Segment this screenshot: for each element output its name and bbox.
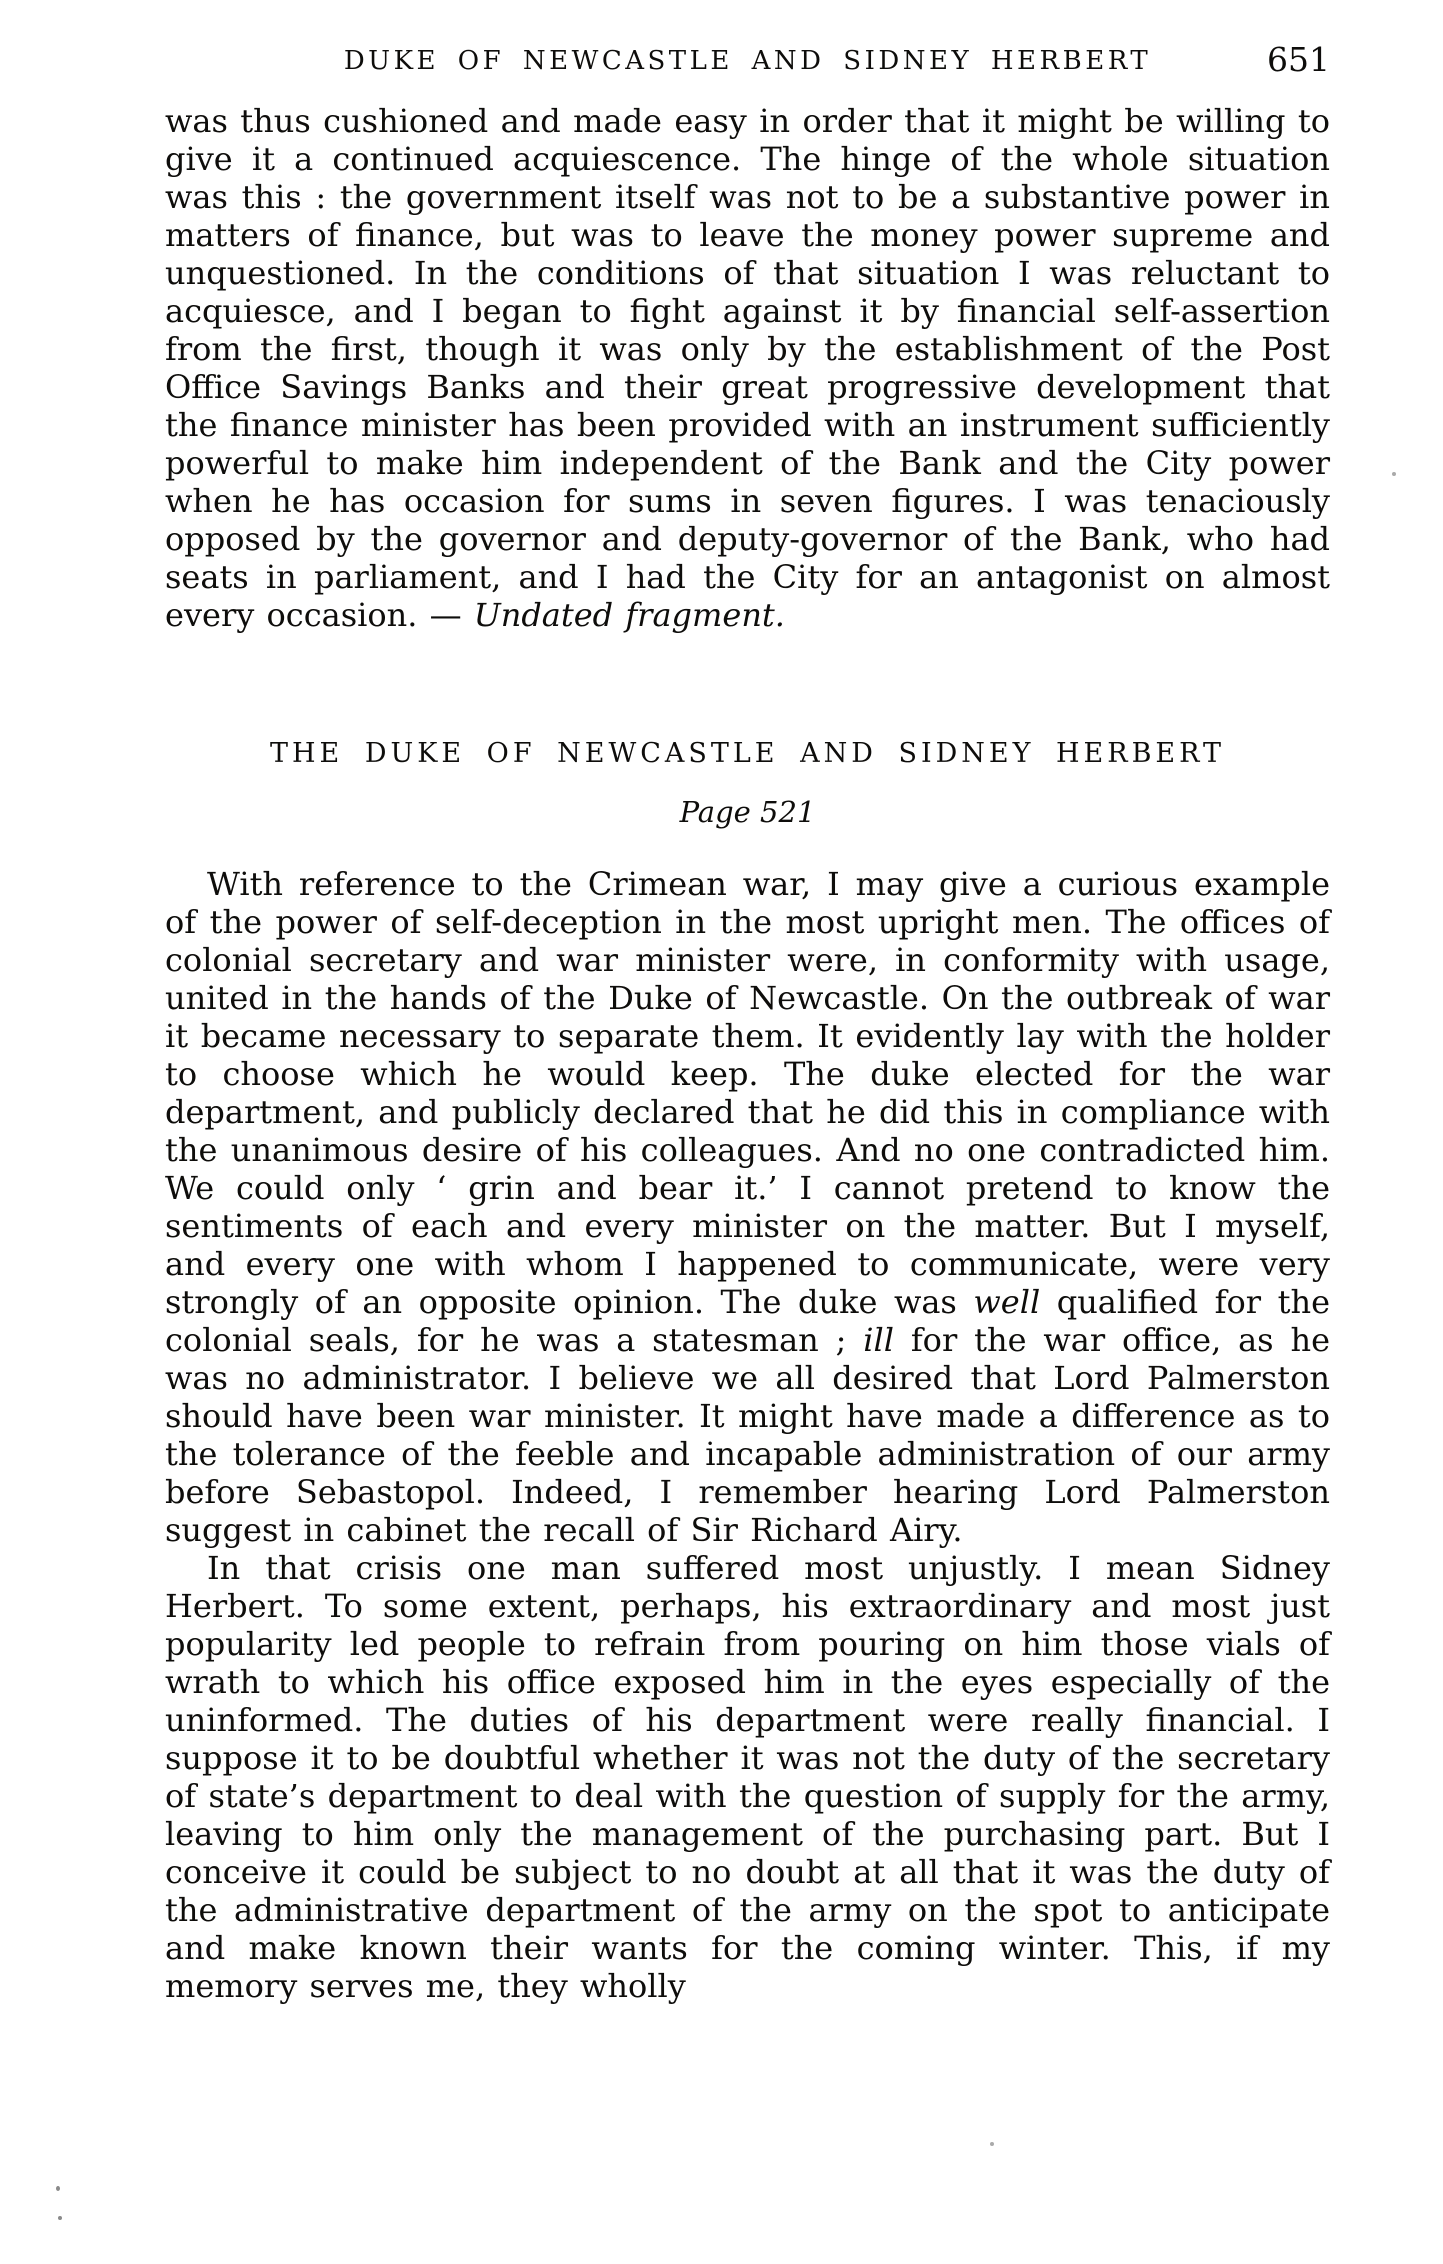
page-number: 651 bbox=[1267, 40, 1330, 79]
section-subheading: Page 521 bbox=[679, 795, 816, 829]
paragraph-text: With reference to the Crimean war, I may give a curious example of the power of self-deception in the most upright men. The offices of colonial secretary and war minister were, in conformity with usage, united in the hands of the Duke of Newcastle. On the outbreak of war it became necessary to separate them. It evidently lay with the holder to choose which he would keep. The duke elected for the war department, and publicly declared that he did this in compliance with the unanimous desire of his colleagues. And no one contradicted him. We could only ‘ grin and bear it.’ I cannot pretend to know the sentiments of each and every minister on the matter. But I myself, and every one with whom I happened to communicate, were very strongly of an opposite opinion. The duke was bbox=[165, 865, 1330, 1321]
scan-speck bbox=[56, 2186, 60, 2191]
section-heading: THE DUKE OF NEWCASTLE AND SIDNEY HERBERT bbox=[269, 738, 1226, 769]
paragraph bbox=[165, 1549, 1330, 2005]
page-header bbox=[165, 40, 1330, 90]
text-block bbox=[165, 102, 1330, 2005]
paragraph-continuation bbox=[165, 102, 1330, 634]
paragraph bbox=[165, 865, 1330, 1549]
paragraph-text-italic: Undated fragment. bbox=[473, 596, 785, 634]
scan-speck bbox=[58, 2216, 62, 2220]
scan-speck bbox=[990, 2142, 994, 2146]
running-title: DUKE OF NEWCASTLE AND SIDNEY HERBERT bbox=[343, 46, 1152, 76]
paragraph-text: In that crisis one man suffered most unjustly. I mean Sidney Herbert. To some extent, perhaps, his extraordinary and most just popularity led people to refrain from pouring on him those vials of wrath to which his office exposed him in the eyes especially of the uninformed. The duties of his department were really financial. I suppose it to be doubtful whether it was not the duty of the secretary of state’s department to deal with the question of supply for the army, leaving to him only the management of the purchasing part. But I conceive it could be subject to no doubt at all that it was the duty of the administrative department of the army on the spot to anticipate and make known their wants for the coming winter. This, if my memory serves me, they wholly bbox=[165, 1549, 1330, 2005]
paragraph-text-italic: well bbox=[973, 1283, 1041, 1321]
paragraph-text: qualified for the colonial seals, for he was a statesman ; bbox=[165, 1283, 1331, 1359]
scan-speck bbox=[1392, 472, 1396, 476]
paragraph-text: for the war office, as he was no administrator. I believe we all desired that Lord Palmerston should have been war minister. It might have made a difference as to the tolerance of the feeble and incapable administration of our army before Sebastopol. Indeed, I remember hearing Lord Palmerston suggest in cabinet the recall of Sir Richard Airy. bbox=[165, 1321, 1331, 1549]
paragraph-text: was thus cushioned and made easy in order that it might be willing to give it a continued acquiescence. The hinge of the whole situation was this : the government itself was not to be a substantive power in matters of finance, but was to leave the money power supreme and unquestioned. In the conditions of that situation I was reluctant to acquiesce, and I began to fight against it by financial self-assertion from the first, though it was only by the establishment of the Post Office Savings Banks and their great progressive development that the finance minister has been provided with an instrument sufficiently powerful to make him independent of the Bank and the City power when he has occasion for sums in seven figures. I was tenaciously opposed by the governor and deputy-governor of the Bank, who had seats in parliament, and I had the City for an antagonist on almost every occasion. — bbox=[165, 102, 1330, 634]
paragraph-text-italic: ill bbox=[863, 1321, 894, 1359]
